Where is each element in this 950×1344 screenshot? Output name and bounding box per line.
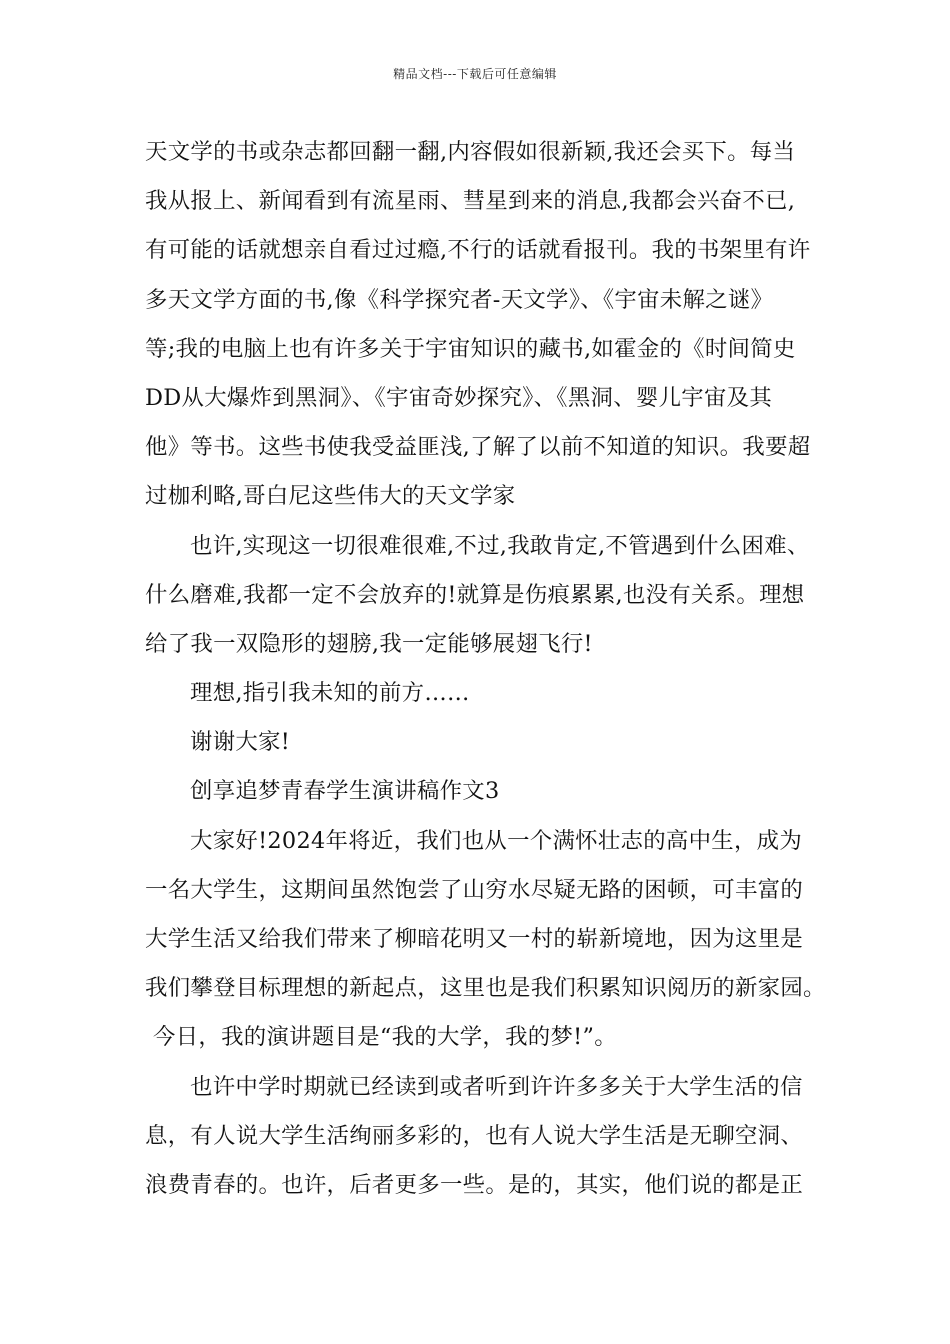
page-header: 精品文档---下载后可任意编辑 bbox=[393, 67, 557, 81]
paragraph-start-line: 也许,实现这一切很难很难,不过,我敢肯定,不管遇到什么困难、 bbox=[190, 532, 810, 559]
paragraph-start-line: 理想,指引我未知的前方…… bbox=[190, 680, 470, 707]
text-line: 多天文学方面的书,像《科学探究者-天文学》、《宇宙未解之谜》 bbox=[145, 286, 774, 313]
text-line: 给了我一双隐形的翅膀,我一定能够展翅飞行! bbox=[145, 630, 593, 657]
text-line: 一名大学生，这期间虽然饱尝了山穷水尽疑无路的困顿，可丰富的 bbox=[145, 876, 804, 903]
text-line: 天文学的书或杂志都回翻一翻,内容假如很新颖,我还会买下。每当 bbox=[145, 139, 796, 165]
text-line: 什么磨难,我都一定不会放弃的!就算是伤痕累累,也没有关系。理想 bbox=[145, 581, 805, 608]
text-line: 有可能的话就想亲自看过过瘾,不行的话就看报刊。我的书架里有许 bbox=[145, 237, 811, 264]
paragraph-start-line: 也许中学时期就已经读到或者听到许许多多关于大学生活的信 bbox=[190, 1073, 803, 1100]
text-line: 等;我的电脑上也有许多关于宇宙知识的藏书,如霍金的《时间简史 bbox=[145, 335, 796, 362]
text-line: 我们攀登目标理想的新起点，这里也是我们积累知识阅历的新家园。 bbox=[145, 975, 826, 1002]
text-line: 浪费青春的。也许，后者更多一些。是的，其实，他们说的都是正 bbox=[145, 1171, 804, 1198]
text-line: 大学生活又给我们带来了柳暗花明又一村的崭新境地，因为这里是 bbox=[145, 926, 804, 952]
text-line: 他》等书。这些书使我受益匪浅,了解了以前不知道的知识。我要超 bbox=[145, 434, 811, 461]
text-line: 过枷利略,哥白尼这些伟大的天文学家 bbox=[145, 483, 516, 510]
document-body bbox=[145, 130, 826, 1212]
paragraph-start-line: 大家好!2024年将近，我们也从一个满怀壮志的高中生，成为 bbox=[190, 827, 803, 854]
text-line: 今日，我的演讲题目是“我的大学，我的梦!”。 bbox=[153, 1024, 617, 1051]
text-line: DD从大爆炸到黑洞》、《宇宙奇妙探究》、《黑洞、婴儿宇宙及其 bbox=[145, 384, 773, 411]
text-line: 我从报上、新闻看到有流星雨、彗星到来的消息,我都会兴奋不已, bbox=[145, 188, 796, 215]
paragraph-start-line: 谢谢大家! bbox=[190, 729, 291, 756]
section-title: 创享追梦青春学生演讲稿作文3 bbox=[190, 778, 500, 805]
text-line: 息，有人说大学生活绚丽多彩的，也有人说大学生活是无聊空洞、 bbox=[145, 1122, 804, 1149]
